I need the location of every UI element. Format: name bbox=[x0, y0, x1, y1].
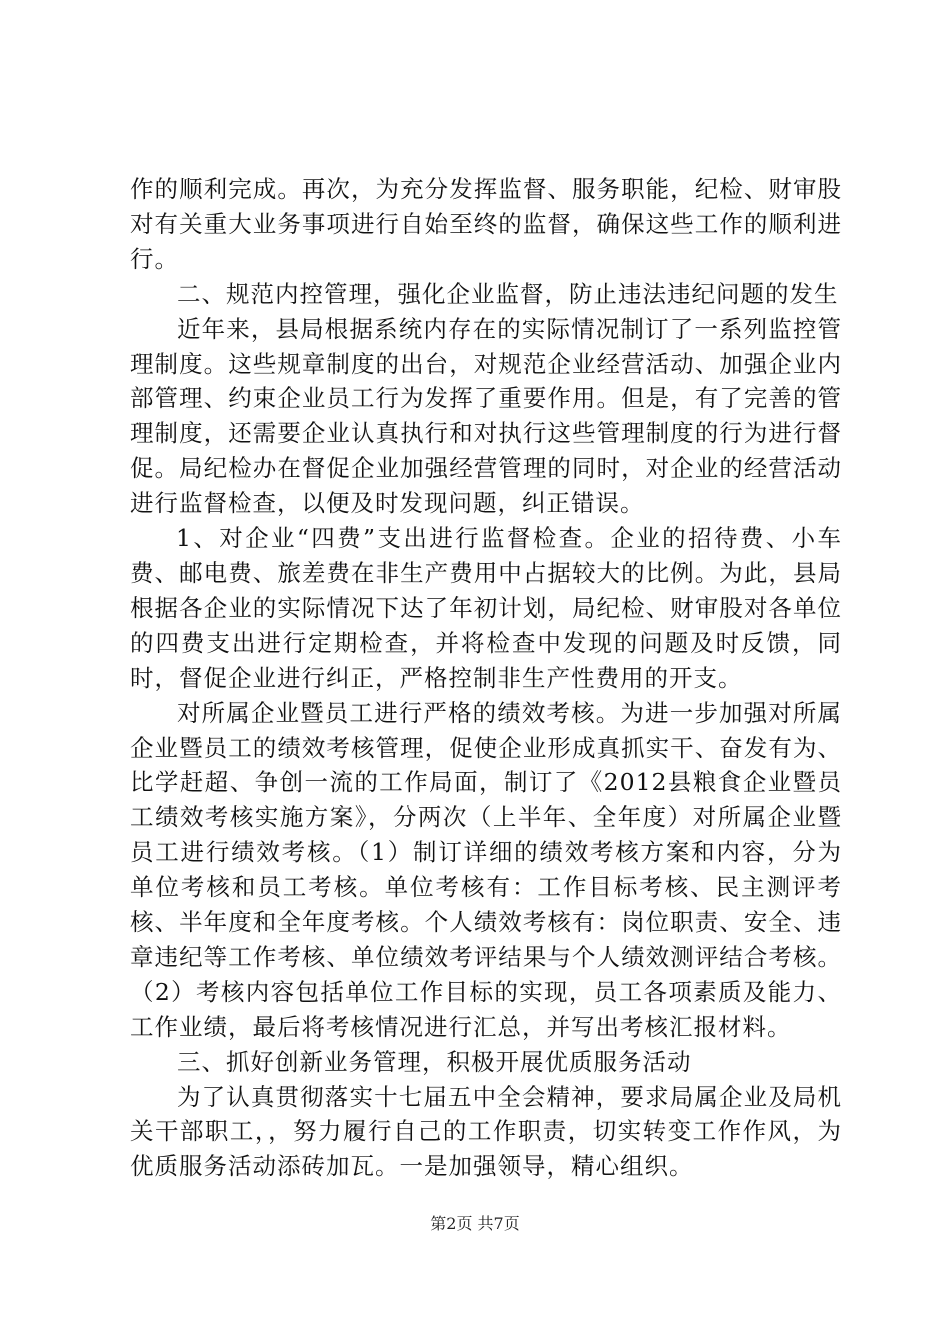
document-body bbox=[130, 172, 842, 1184]
paragraph-performance-review: 对所属企业暨员工进行严格的绩效考核。为进一步加强对所属企业暨员工的绩效考核管理，促使企业形成真抓实干、奋发有为、比学赶超、争创一流的工作局面，制订了《2012县粮食企业暨员工绩效考核实施方案》，分两次（上半年、全年度）对所属企业暨员工进行绩效考核。（1）制订详细的绩效考核方案和内容，分为单位考核和员工考核。单位考核有：工作目标考核、民主测评考核、半年度和全年度考核。个人绩效考核有：岗位职责、安全、违章违纪等工作考核、单位绩效考评结果与个人绩效测评结合考核。（2）考核内容包括单位工作目标的实现，员工各项素质及能力、工作业绩，最后将考核情况进行汇总，并写出考核汇报材料。 bbox=[130, 698, 842, 1041]
page-number-footer: 第2页 共7页 bbox=[430, 1214, 520, 1233]
paragraph-four-fees: 1、对企业“四费”支出进行监督检查。企业的招待费、小车费、邮电费、旅差费在非生产费用中占据较大的比例。为此，县局根据各企业的实际情况下达了年初计划，局纪检、财审股对各单位的四费支出进行定期检查，并将检查中发现的问题及时反馈，同时，督促企业进行纠正，严格控制非生产性费用的开支。 bbox=[130, 524, 842, 692]
paragraph-internal-control: 近年来，县局根据系统内存在的实际情况制订了一系列监控管理制度。这些规章制度的出台，对规范企业经营活动、加强企业内部管理、约束企业员工行为发挥了重要作用。但是，有了完善的管理制度，还需要企业认真执行和对执行这些管理制度的行为进行督促。局纪检办在督促企业加强经营管理的同时，对企业的经营活动进行监督检查，以便及时发现问题，纠正错误。 bbox=[130, 314, 842, 518]
section-heading-3: 三、抓好创新业务管理，积极开展优质服务活动 bbox=[177, 1047, 692, 1076]
paragraph-quality-service: 为了认真贯彻落实十七届五中全会精神，要求局属企业及局机关干部职工，，努力履行自己的工作职责，切实转变工作作风，为优质服务活动添砖加瓦。一是加强领导，精心组织。 bbox=[130, 1082, 842, 1181]
paragraph-continuation: 作的顺利完成。再次，为充分发挥监督、服务职能，纪检、财审股对有关重大业务事项进行自始至终的监督，确保这些工作的顺利进行。 bbox=[130, 175, 842, 273]
section-heading-2: 二、规范内控管理，强化企业监督，防止违法违纪问题的发生 bbox=[177, 279, 839, 308]
